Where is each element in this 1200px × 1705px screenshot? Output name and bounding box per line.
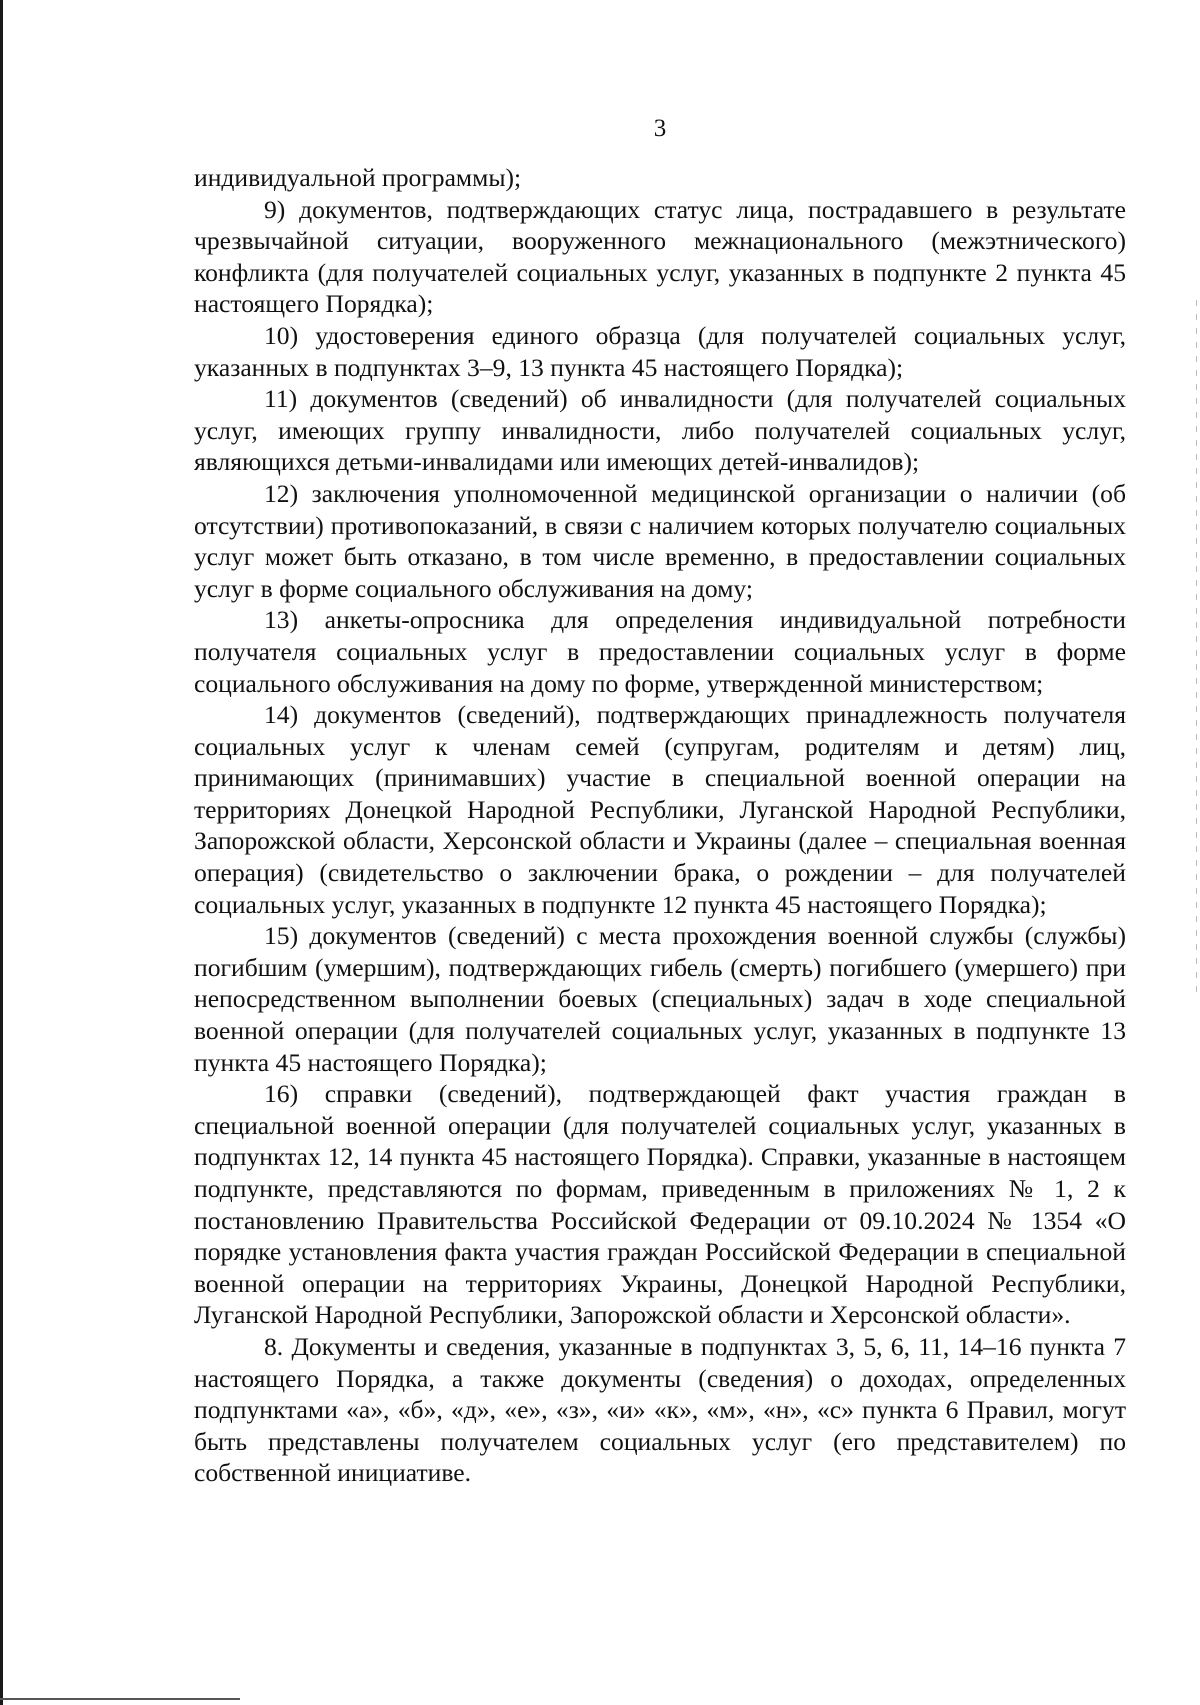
document-body — [194, 162, 1126, 1489]
clause-8: 8. Документы и сведения, указанные в подпунктах 3, 5, 6, 11, 14–16 пункта 7 настоящего Порядка, а также документы (сведения) о доходах, определенных подпунктами «а», «б», «д», «е», «з», «и» «к», «м», «н», «с» пункта 6 Правил, могут быть представлены получателем социальных услуг (его представителем) по собственной инициативе. — [194, 1331, 1126, 1488]
page-number: 3 — [653, 115, 667, 142]
scan-edge-right — [1196, 300, 1197, 1000]
scan-edge-left — [0, 0, 3, 1705]
list-item-12: 12) заключения уполномоченной медицинской организации о наличии (об отсутствии) противопоказаний, в связи с наличием которых получателю социальных услуг может быть отказано, в том числе временно, в предоставлении социальных услуг в форме социального обслуживания на дому; — [194, 478, 1126, 603]
scan-edge-bottom — [0, 1698, 240, 1700]
list-item-14: 14) документов (сведений), подтверждающих принадлежность получателя социальных услуг к членам семей (супругам, родителям и детям) лиц, принимающих (принимавших) участие в специальной военной операции на территориях Донецкой Народной Республики, Луганской Народной Республики, Запорожской области, Херсонской области и Украины (далее – специальная военная операция) (свидетельство о заключении брака, о рождении – для получателей социальных услуг, указанных в подпункте 12 пункта 45 настоящего Порядка); — [194, 700, 1126, 919]
paragraph-continuation: индивидуальной программы); — [194, 163, 522, 192]
list-item-15: 15) документов (сведений) с места прохождения военной службы (службы) погибшим (умершим), подтверждающих гибель (смерть) погибшего (умершего) при непосредственном выполнении боевых (специальных) задач в ходе специальной военной операции (для получателей социальных услуг, указанных в подпункте 13 пункта 45 настоящего Порядка); — [194, 921, 1126, 1077]
list-item-16: 16) справки (сведений), подтверждающей факт участия граждан в специальной военной операции (для получателей социальных услуг, указанных в подпунктах 12, 14 пункта 45 настоящего Порядка). Справки, указанные в настоящем подпункте, представляются по формам, приведенным в приложениях № 1, 2 к постановлению Правительства Российской Федерации от 09.10.2024 № 1354 «О порядке установления факта участия граждан Российской Федерации в специальной военной операции на территориях Украины, Донецкой Народной Республики, Луганской Народной Республики, Запорожской области и Херсонской области». — [194, 1079, 1126, 1330]
list-item-9: 9) документов, подтверждающих статус лица, пострадавшего в результате чрезвычайной ситуации, вооруженного межнационального (межэтнического) конфликта (для получателей социальных услуг, указанных в подпункте 2 пункта 45 настоящего Порядка); — [194, 194, 1126, 319]
list-item-13: 13) анкеты-опросника для определения индивидуальной потребности получателя социальных услуг в предоставлении социальных услуг в форме социального обслуживания на дому по форме, утвержденной министерством; — [194, 605, 1126, 698]
list-item-10: 10) удостоверения единого образца (для получателей социальных услуг, указанных в подпунктах 3–9, 13 пункта 45 настоящего Порядка); — [194, 320, 1126, 382]
list-item-11: 11) документов (сведений) об инвалидности (для получателей социальных услуг, имеющих группу инвалидности, либо получателей социальных услуг, являющихся детьми-инвалидами или имеющих детей-инвалидов); — [194, 384, 1126, 477]
